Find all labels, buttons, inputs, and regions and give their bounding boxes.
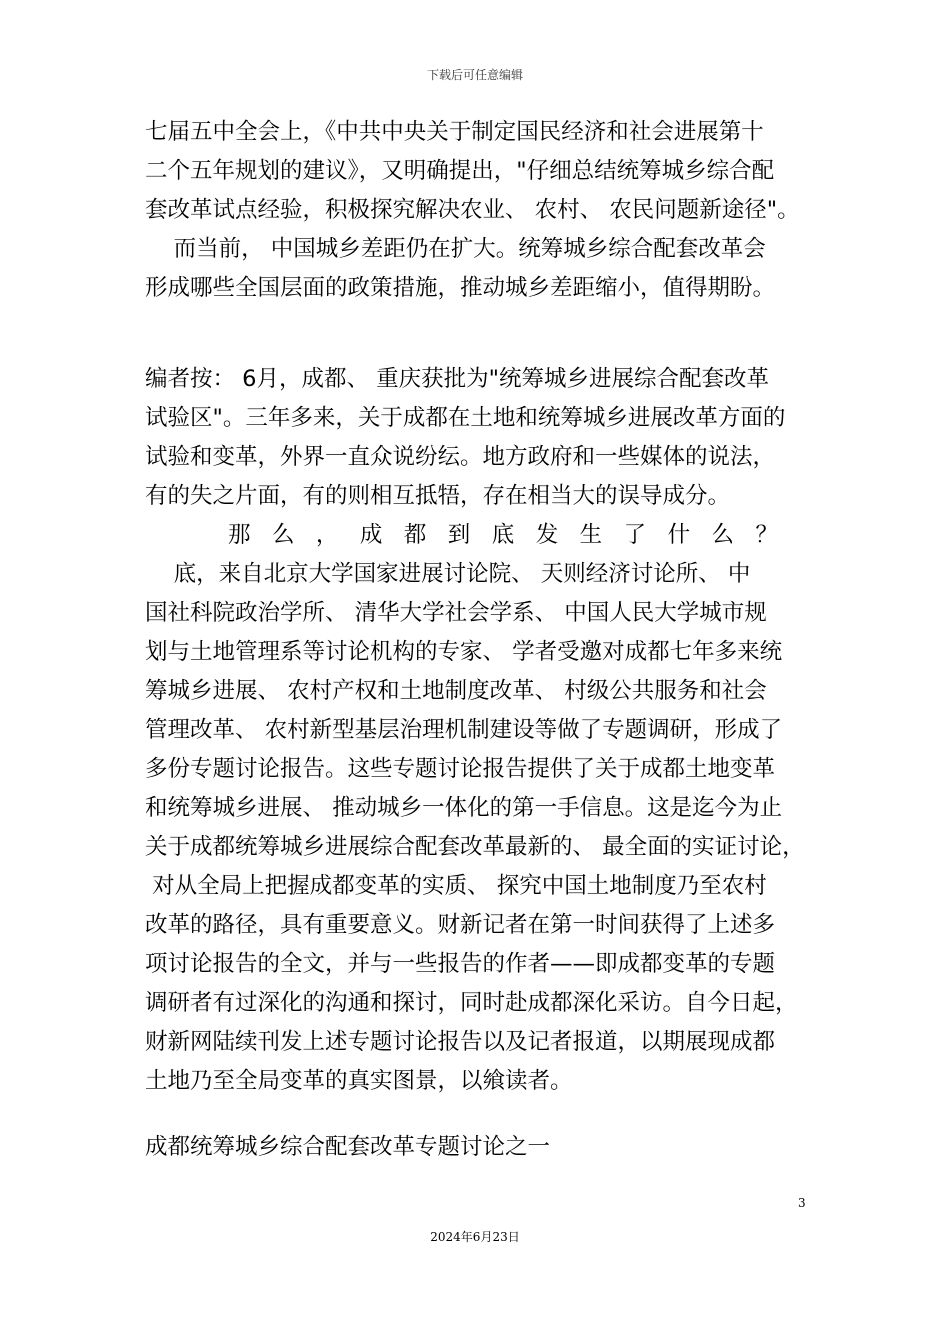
editor-note-line: 有的失之片面，有的则相互抵牾，存在相当大的误导成分。 xyxy=(145,483,731,509)
editor-note-line: 调研者有过深化的沟通和探讨，同时赴成都深化采访。自今日起， xyxy=(145,990,798,1016)
editor-note-line: 划与土地管理系等讨论机构的专家、 学者受邀对成都七年多来统 xyxy=(145,639,783,665)
editor-note-line: 编者按： 6月，成都、 重庆获批为"统筹城乡进展综合配套改革 xyxy=(145,366,769,392)
footer-date: 2024年6月23日 xyxy=(430,1230,520,1244)
page-number: 3 xyxy=(798,1196,806,1210)
editor-note-question: 那么，成都到底发生了什么？ xyxy=(228,522,778,548)
text-line: 七届五中全会上，《中共中央关于制定国民经济和社会进展第十 xyxy=(145,119,764,145)
editor-note-line: 财新网陆续刊发上述专题讨论报告以及记者报道，以期展现成都 xyxy=(145,1029,776,1055)
editor-note-line: 国社科院政治学所、 清华大学社会学系、 中国人民大学城市规 xyxy=(145,600,767,626)
page-header: 下载后可任意编辑 xyxy=(426,68,523,82)
editor-note-line: 和统筹城乡进展、 推动城乡一体化的第一手信息。这是迄今为止 xyxy=(145,795,783,821)
editor-note-line: 土地乃至全局变革的真实图景，以飨读者。 xyxy=(145,1068,573,1094)
editor-note-line: 多份专题讨论报告。这些专题讨论报告提供了关于成都土地变革 xyxy=(145,756,776,782)
editor-note-line: 对从全局上把握成都变革的实质、 探究中国土地制度乃至农村 xyxy=(145,873,767,899)
text-line: 套改革试点经验，积极探究解决农业、 农村、 农民问题新途径"。 xyxy=(145,197,800,223)
editor-note-line: 试验区"。三年多来，关于成都在土地和统筹城乡进展改革方面的 xyxy=(145,405,786,431)
editor-note-line: 改革的路径，具有重要意义。财新记者在第一时间获得了上述多 xyxy=(145,912,776,938)
text-line: 二个五年规划的建议》，又明确提出，"仔细总结统筹城乡综合配 xyxy=(145,158,775,184)
editor-note-line: 关于成都统筹城乡进展综合配套改革最新的、 最全面的实证讨论， xyxy=(145,834,805,860)
editor-note-line: 筹城乡进展、 农村产权和土地制度改革、 村级公共服务和社会 xyxy=(145,678,767,704)
editor-note-line: 管理改革、 农村新型基层治理机制建设等做了专题调研，形成了 xyxy=(145,717,783,743)
section-title: 成都统筹城乡综合配套改革专题讨论之一 xyxy=(145,1134,551,1160)
text-line: 而当前， 中国城乡差距仍在扩大。统筹城乡综合配套改革会 xyxy=(145,236,766,262)
editor-note-line: 项讨论报告的全文，并与一些报告的作者——即成都变革的专题 xyxy=(145,951,776,977)
editor-note-line: 底，来自北京大学国家进展讨论院、 天则经济讨论所、 中 xyxy=(145,561,751,587)
editor-note-line: 试验和变革，外界一直众说纷纭。地方政府和一些媒体的说法， xyxy=(145,444,776,470)
text-line: 形成哪些全国层面的政策措施，推动城乡差距缩小，值得期盼。 xyxy=(145,275,776,301)
